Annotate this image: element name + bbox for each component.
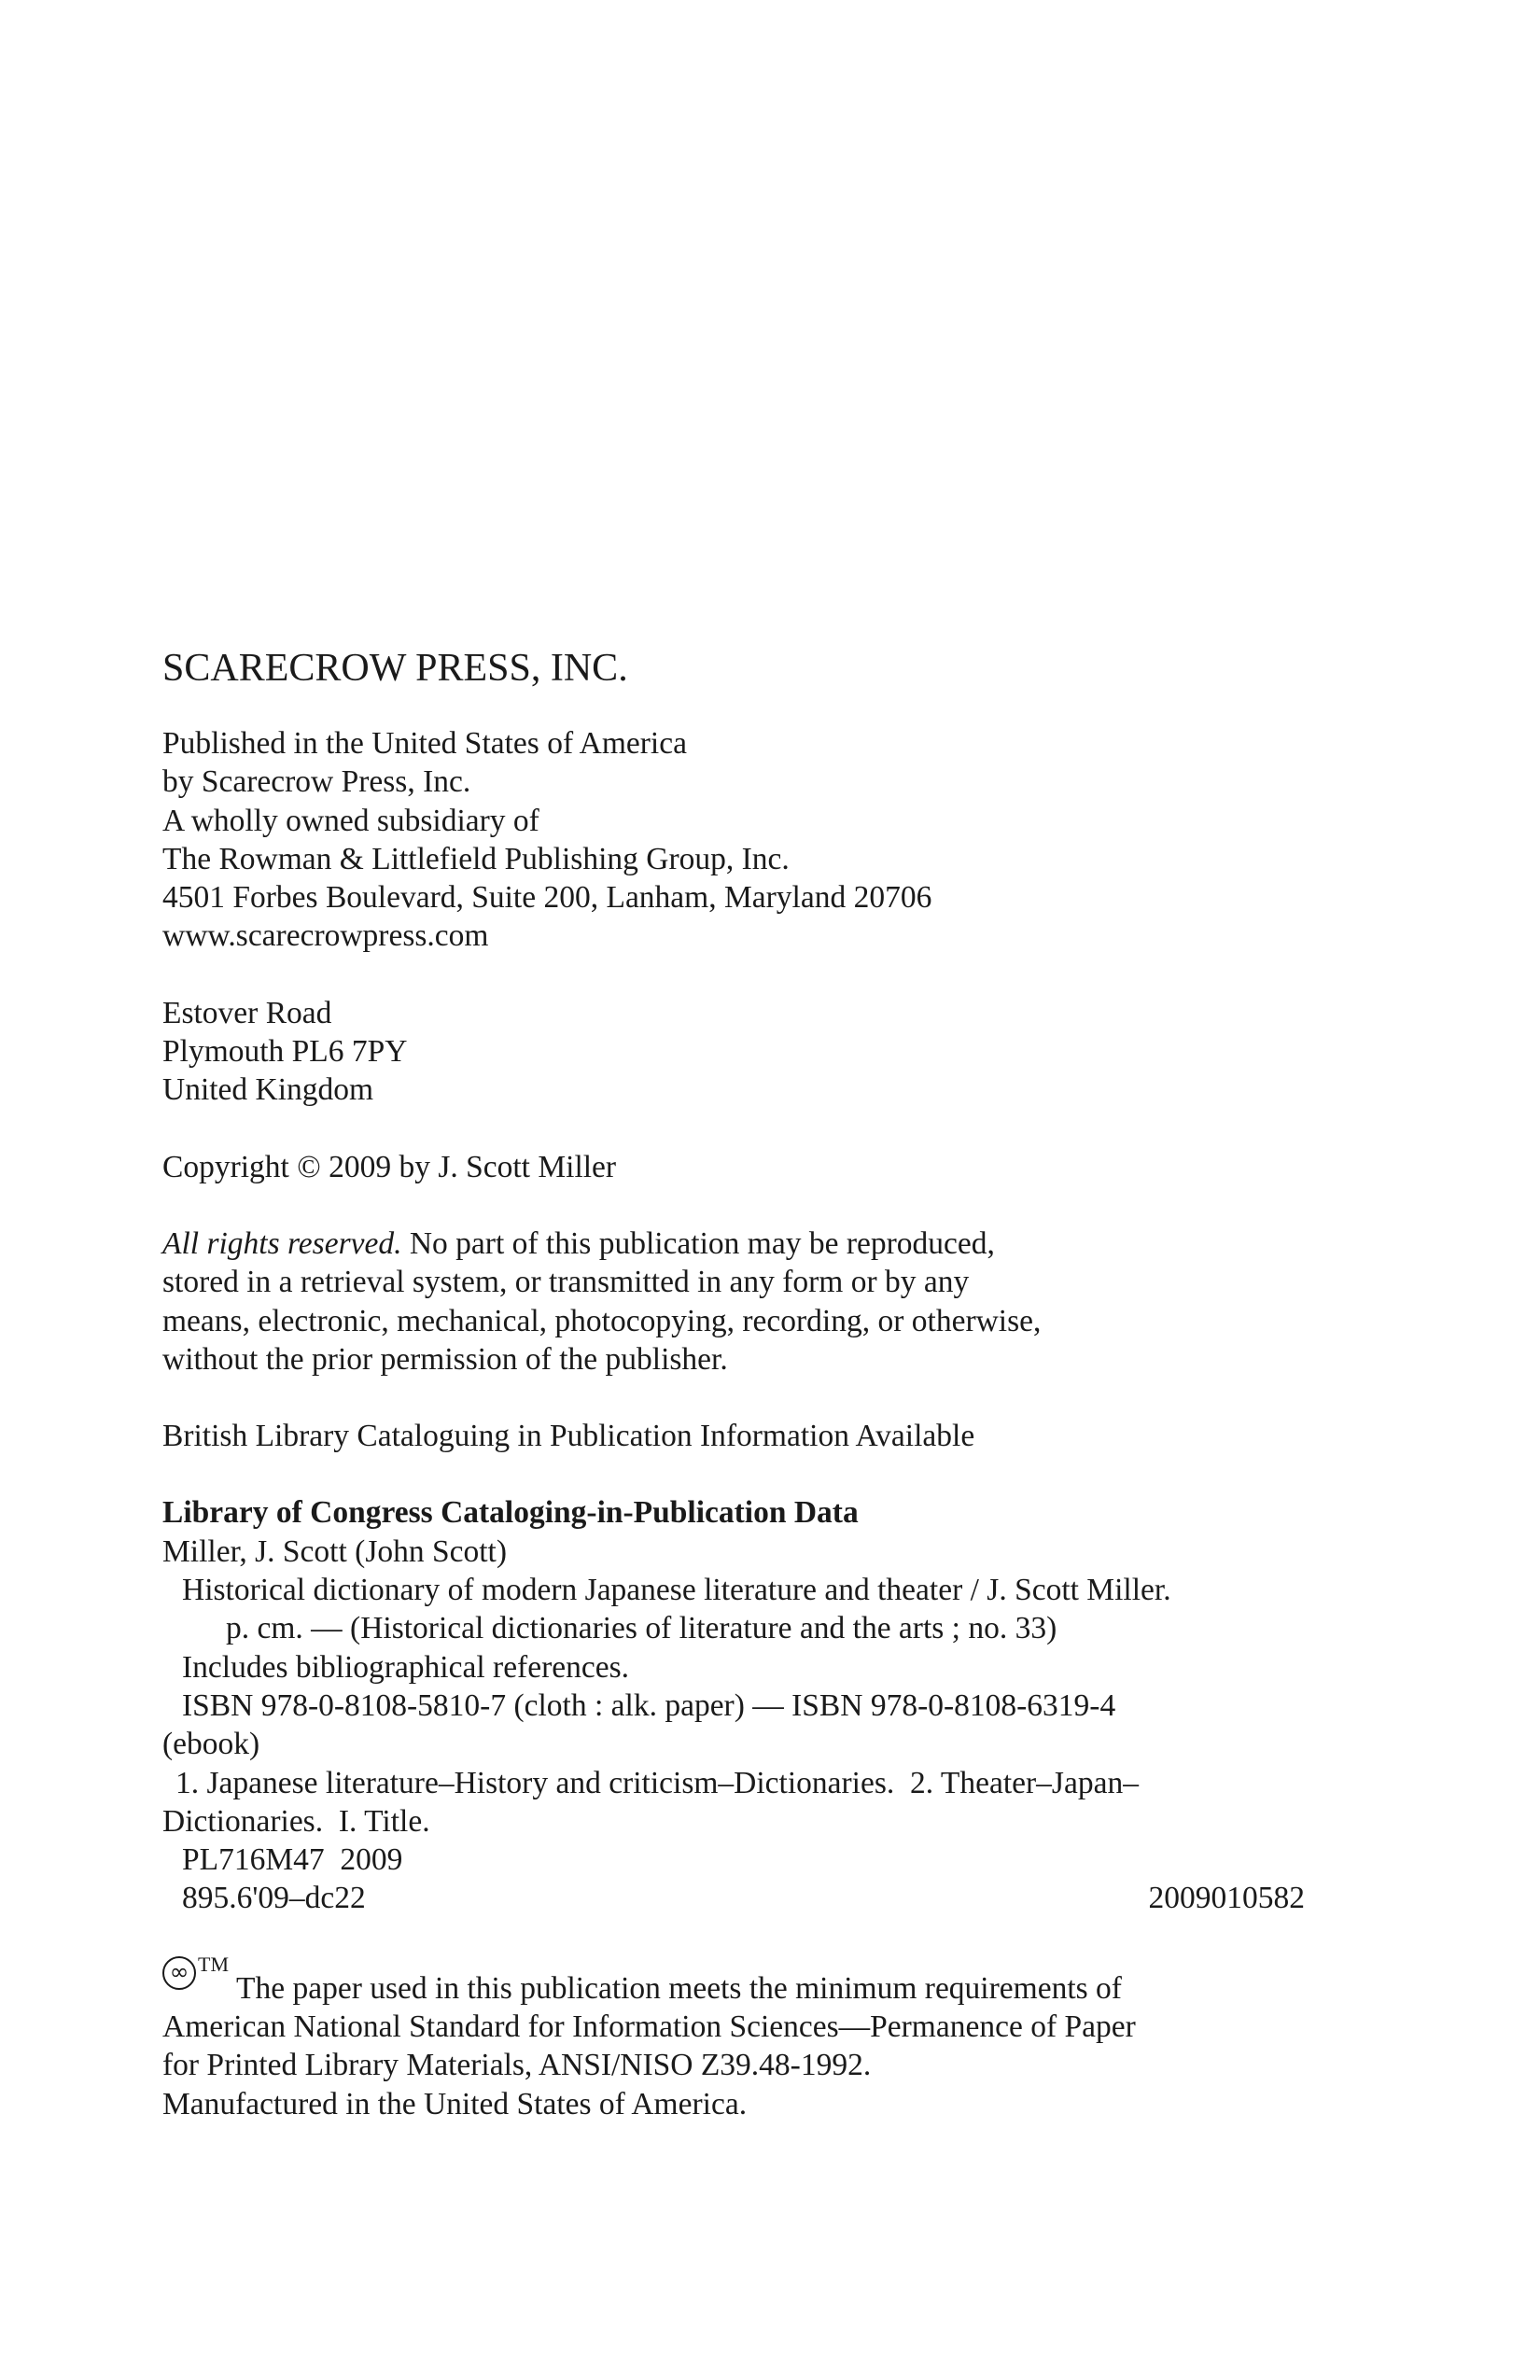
- cip-author: Miller, J. Scott (John Scott): [162, 1533, 508, 1569]
- infinity-circle-icon: ∞: [162, 1956, 196, 1990]
- rights-line: [162, 1225, 1376, 1263]
- us-address-line: 4501 Forbes Boulevard, Suite 200, Lanham, Maryland 20706: [162, 880, 932, 916]
- paper-notice-line: American National Standard for Information Sciences—Permanence of Paper: [162, 2009, 1136, 2045]
- cip-series: p. cm. — (Historical dictionaries of literature and the arts ; no. 33): [226, 1611, 1057, 1646]
- cip-data: [162, 1493, 1376, 1917]
- cip-subjects: 1. Japanese literature–History and criticism–Dictionaries. 2. Theater–Japan–: [175, 1765, 1139, 1800]
- trademark-mark: TM: [198, 1952, 229, 1976]
- cip-dewey: 895.6'09–dc22: [182, 1881, 366, 1916]
- uk-address-line: United Kingdom: [162, 1072, 374, 1108]
- copyright-line: Copyright © 2009 by J. Scott Miller: [162, 1149, 617, 1184]
- paper-permanence-notice: [162, 1952, 1376, 2123]
- rights-line: means, electronic, mechanical, photocopying, recording, or otherwise,: [162, 1303, 1042, 1338]
- rights-line: stored in a retrieval system, or transmitted in any form or by any: [162, 1265, 970, 1300]
- cip-title: Historical dictionary of modern Japanese literature and theater / J. Scott Miller.: [182, 1573, 1171, 1608]
- us-address-line: The Rowman & Littlefield Publishing Group, Inc.: [162, 841, 790, 876]
- uk-address-line: Estover Road: [162, 995, 332, 1030]
- cip-isbn: ISBN 978-0-8108-5810-7 (cloth : alk. paper) — ISBN 978-0-8108-6319-4: [182, 1687, 1116, 1723]
- copyright-notice: [162, 1148, 1376, 1186]
- cip-lc-class: PL716M47 2009: [182, 1842, 403, 1878]
- copyright-page: [162, 644, 1376, 2123]
- paper-notice-text: The paper used in this publication meets the minimum requirements of: [236, 1970, 1122, 2006]
- paper-notice-line: [162, 1952, 1376, 2008]
- cip-heading: Library of Congress Cataloging-in-Publication Data: [162, 1495, 859, 1531]
- cip-subjects-continued: Dictionaries. I. Title.: [162, 1803, 430, 1839]
- publisher-heading: SCARECROW PRESS, INC.: [162, 647, 628, 690]
- manufactured-line: Manufactured in the United States of America.: [162, 2086, 748, 2121]
- rights-line: without the prior permission of the publisher.: [162, 1341, 728, 1377]
- cip-numbers-row: [162, 1879, 1305, 1917]
- cip-lccn: 2009010582: [1148, 1881, 1305, 1916]
- cip-bibliography: Includes bibliographical references.: [182, 1649, 630, 1685]
- british-library-note: [162, 1417, 1376, 1455]
- british-library-line: British Library Cataloguing in Publication Information Available: [162, 1419, 975, 1454]
- us-address-line: A wholly owned subsidiary of: [162, 803, 539, 838]
- rights-lead: All rights reserved.: [162, 1225, 402, 1261]
- us-address: [162, 724, 1376, 956]
- us-address-line: by Scarecrow Press, Inc.: [162, 764, 471, 800]
- us-address-line: Published in the United States of America: [162, 726, 687, 761]
- cip-isbn-continued: (ebook): [162, 1727, 260, 1762]
- paper-notice-line: for Printed Library Materials, ANSI/NISO Z39.48-1992.: [162, 2048, 872, 2083]
- rights-statement: [162, 1225, 1376, 1379]
- publisher-website: www.scarecrowpress.com: [162, 918, 489, 954]
- rights-text: No part of this publication may be reproduced,: [401, 1225, 995, 1261]
- uk-address: [162, 994, 1376, 1110]
- uk-address-line: Plymouth PL6 7PY: [162, 1034, 408, 1070]
